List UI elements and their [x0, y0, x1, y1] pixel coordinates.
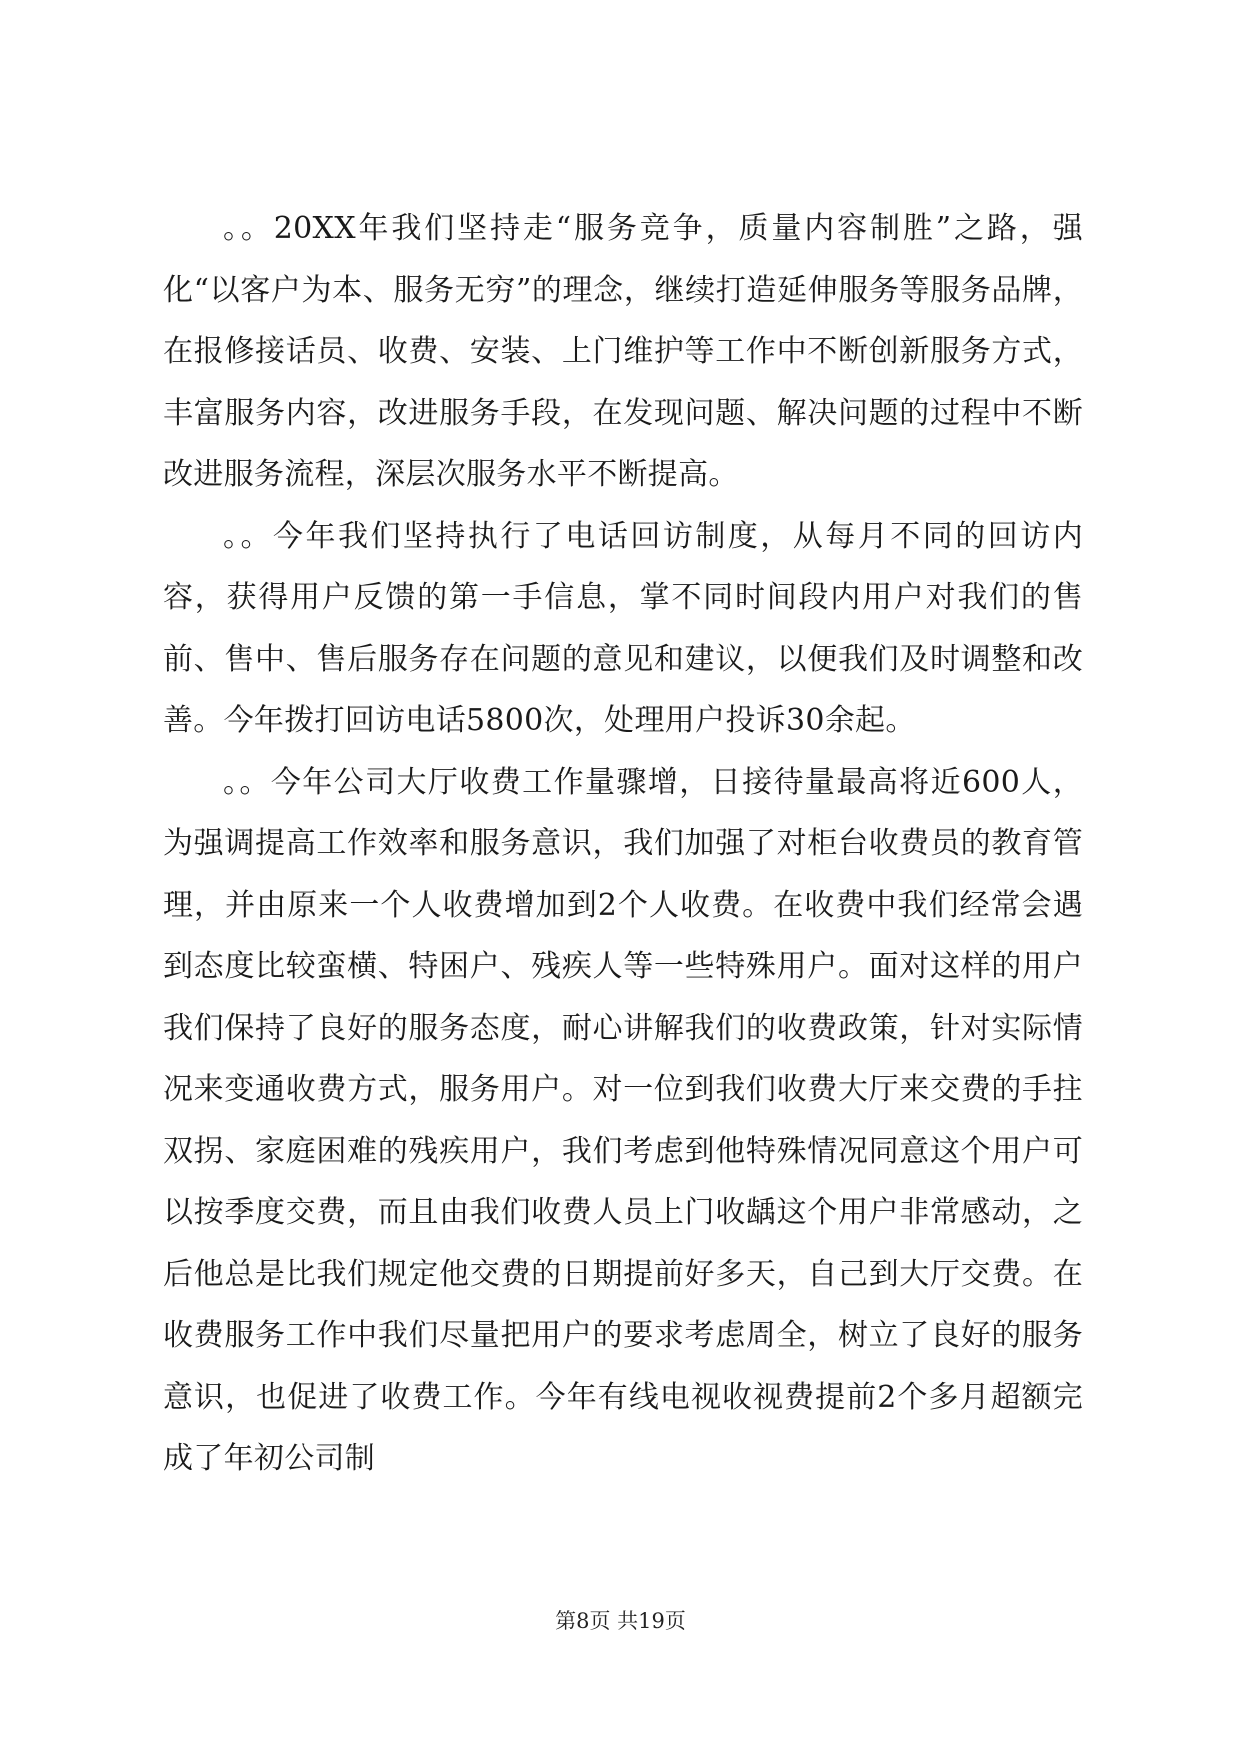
paragraph-service-competition: 。。20XX年我们坚持走“服务竞争，质量内容制胜”之路，强化“以客户为本、服务无穷”的理念，继续打造延伸服务等服务品牌，在报修接话员、收费、安装、上门维护等工作中不断创新服务方式，丰富服务内容，改进服务手段，在发现问题、解决问题的过程中不断改进服务流程，深层次服务水平不断提高。: [163, 211, 1083, 492]
paragraph-hall-fee-collection: 。。今年公司大厅收费工作量骤增，日接待量最高将近600人，为强调提高工作效率和服务意识，我们加强了对柜台收费员的教育管理，并由原来一个人收费增加到2个人收费。在收费中我们经常会遇到态度比较蛮横、特困户、残疾人等一些特殊用户。面对这样的用户我们保持了良好的服务态度，耐心讲解我们的收费政策，针对实际情况来变通收费方式，服务用户。对一位到我们收费大厅来交费的手拄双拐、家庭困难的残疾用户，我们考虑到他特殊情况同意这个用户可以按季度交费，而且由我们收费人员上门收龋这个用户非常感动，之后他总是比我们规定他交费的日期提前好多天，自己到大厅交费。在收费服务工作中我们尽量把用户的要求考虑周全，树立了良好的服务意识，也促进了收费工作。今年有线电视收视费提前2个多月超额完成了年初公司制: [163, 764, 1083, 1476]
document-body: [163, 198, 1083, 1490]
page-number-footer: 第8页 共19页: [555, 1609, 686, 1633]
paragraph-phone-follow-up: 。。今年我们坚持执行了电话回访制度，从每月不同的回访内容，获得用户反馈的第一手信息，掌不同时间段内用户对我们的售前、售中、售后服务存在问题的意见和建议，以便我们及时调整和改善。今年拨打回访电话5800次，处理用户投诉30余起。: [163, 518, 1083, 738]
